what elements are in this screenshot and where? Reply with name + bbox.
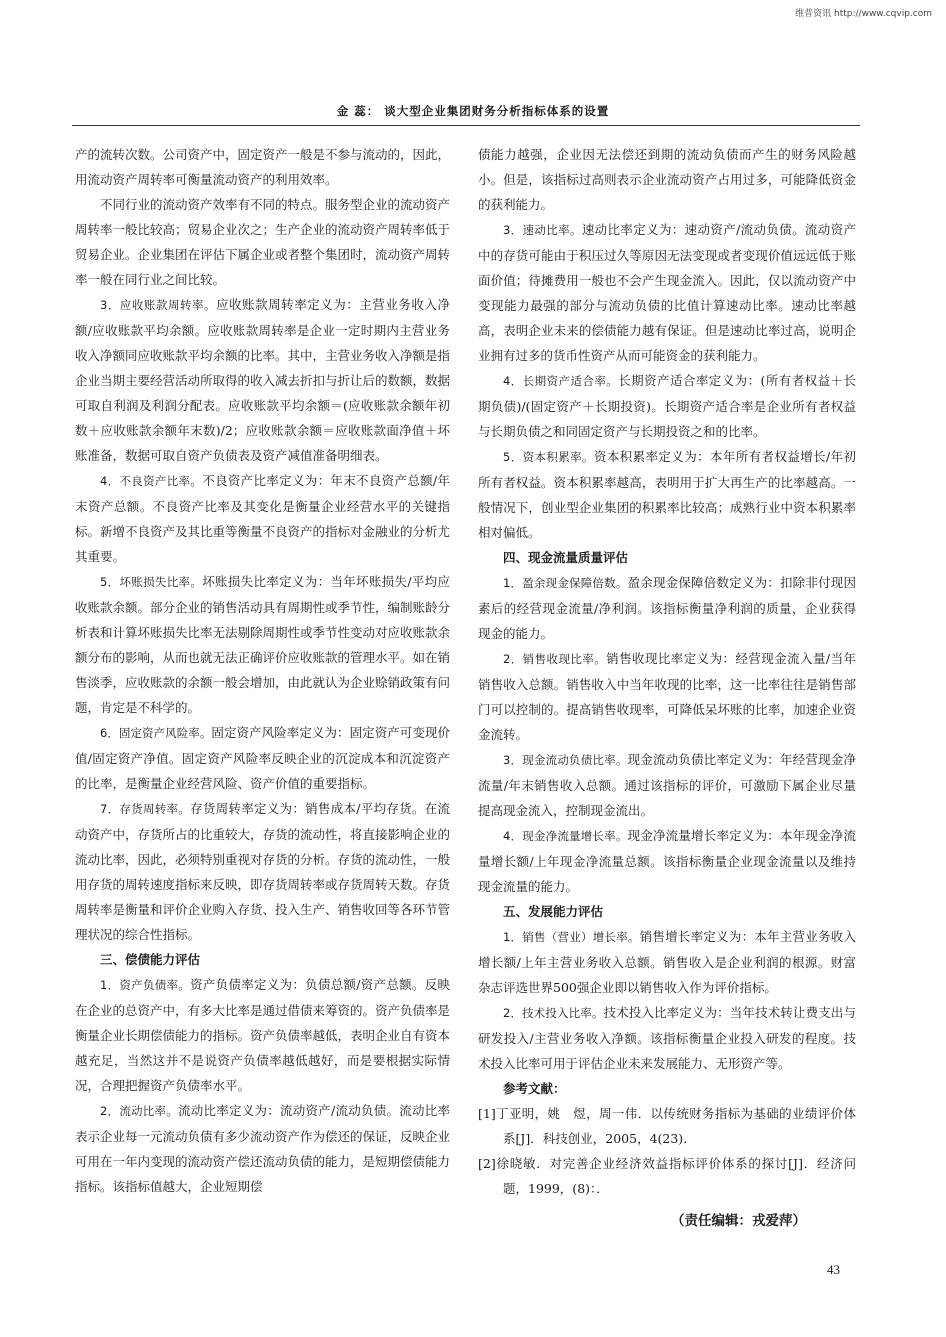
indicator-term: 5．资本积累率。 xyxy=(503,450,594,464)
paragraph xyxy=(75,720,450,796)
reference-item: [2]徐晓敏．对完善企业经济效益指标评价体系的探讨[J]．经济问题，1999，(8)：． xyxy=(478,1156,856,1196)
indicator-term: 3．应收账款周转率。 xyxy=(100,298,217,312)
indicator-term: 4．长期资产适合率。 xyxy=(503,374,619,388)
paragraph xyxy=(478,368,856,444)
paragraph xyxy=(75,142,450,192)
paragraph xyxy=(478,1000,856,1076)
watermark-text: 维普资讯 http://www.cqvip.com xyxy=(795,9,932,19)
paragraph-text: 流动比率定义为：流动资产/流动负债。流动比率表示企业每一元流动负债有多少流动资产作为偿还的保证，反映企业可用在一年内变现的流动资产偿还流动负债的能力，是短期偿债能力指标。该指标值越大，企业短期偿 xyxy=(75,1103,451,1194)
paragraph-text: 存货周转率定义为：销售成本/平均存货。在流动资产中，存货所占的比重较大，存货的流动性，将直接影响企业的流动比率，因此，必须特别重视对存货的分析。存货的流动性，一般用存货的周转速度指标来反映，即存货周转率或存货周转天数。存货周转率是衡量和评价企业购入存货、投入生产、销售收回等各环节管理状况的综合性指标。 xyxy=(75,801,451,942)
indicator-term: 4．现金净流量增长率。 xyxy=(503,829,628,843)
indicator-term: 3．速动比率。 xyxy=(503,223,582,237)
indicator-term: 7．存货周转率。 xyxy=(100,802,191,816)
paragraph-text: 速动比率定义为：速动资产/流动负债。流动资产中的存货可能由于积压过久等原因无法变现或者变现价值远远低于账面价值；待摊费用一般也不会产生现金流入。因此，仅以流动资产中变现能力最强的部分与流动负债的比值计算速动比率。速动比率越高，表明企业未来的偿债能力越有保证。但是速动比率过高，说明企业拥有过多的货币性资产从而可能资金的获利能力。 xyxy=(478,222,856,363)
page-number: 43 xyxy=(827,1262,840,1277)
indicator-term: 4．不良资产比率。 xyxy=(100,474,203,488)
paragraph-text: 资产负债率定义为：负债总额/资产总额。反映在企业的总资产中，有多大比率是通过借债来筹资的。资产负债率是衡量企业长期偿债能力的指标。资产负债率越低，表明企业自有资本越充足，当然这并不是说资产负债率越低越好，而是要根据实际情况，合理把握资产负债率水平。 xyxy=(75,977,451,1093)
paragraph xyxy=(478,217,856,368)
indicator-term: 5．坏账损失比率。 xyxy=(100,575,203,589)
paragraph xyxy=(478,142,856,217)
paragraph xyxy=(478,444,856,545)
paragraph-text: 不同行业的流动资产效率有不同的特点。服务型企业的流动资产周转率一般比较高；贸易企业次之；生产企业的流动资产周转率低于贸易企业。企业集团在评估下属企业或者整个集团时，流动资产周转率一般在同行业之间比较。 xyxy=(75,197,451,287)
paragraph xyxy=(478,747,856,823)
indicator-term: 1．盈余现金保障倍数。 xyxy=(503,576,628,590)
indicator-term: 2．技术投入比率。 xyxy=(503,1006,604,1020)
indicator-term: 2．流动比率。 xyxy=(100,1104,179,1118)
paragraph xyxy=(75,192,450,292)
indicator-term: 1．资产负债率。 xyxy=(100,978,191,992)
paragraph xyxy=(478,570,856,646)
paragraph xyxy=(75,569,450,720)
paragraph-text: 不良资产比率定义为：年末不良资产总额/年末资产总额。不良资产比率及其变化是衡量企业经营水平的关键指标。新增不良资产及其比重等衡量不良资产的指标对金融业的分析尤其重要。 xyxy=(75,473,451,564)
paragraph-text: 销售增长率定义为：本年主营业务收入增长额/上年主营业务收入总额。销售收入是企业利润的根源。财富杂志评选世界500强企业即以销售收入作为评价指标。 xyxy=(478,929,856,995)
paragraph-text: 长期资产适合率定义为：(所有者权益＋长期负债)/(固定资产＋长期投资)。长期资产适合率是企业所有者权益与长期负债之和同固定资产与长期投资之和的比率。 xyxy=(478,373,856,439)
paragraph xyxy=(75,468,450,569)
paragraph-text: 销售收现比率定义为：经营现金流入量/当年销售收入总额。销售收入中当年收现的比率，这一比率往往是销售部门可以控制的。提高销售收现率，可降低呆坏账的比率，加速企业资金流转。 xyxy=(478,651,856,742)
header-rule xyxy=(72,125,860,126)
paragraph xyxy=(75,972,450,1098)
paragraph-text: 资本积累率定义为：本年所有者权益增长/年初所有者权益。资本积累率越高，表明用于扩大再生产的比率越高。一般情况下，创业型企业集团的积累率比较高；成熟行业中资本积累率相对偏低。 xyxy=(478,449,856,540)
reference-item: [1]丁亚明，姚 煜，周一伟．以传统财务指标为基础的业绩评价体系[J]．科技创业，2005，4(23)． xyxy=(478,1106,856,1146)
right-column xyxy=(478,142,856,1234)
paragraph-text: 盈余现金保障倍数定义为：扣除非付现因素后的经营现金流量/净利润。该指标衡量净利润的质量，企业获得现金的能力。 xyxy=(478,575,856,641)
running-header: 金 蕊： 谈大型企业集团财务分析指标体系的设置 xyxy=(336,104,610,118)
indicator-term: 2．销售收现比率。 xyxy=(503,652,607,666)
paragraph xyxy=(75,796,450,947)
paragraph-text: 坏账损失比率定义为：当年坏账损失/平均应收账款余额。部分企业的销售活动具有周期性或季节性，编制账龄分析表和计算坏账损失比率无法剔除周期性或季节性变动对应收账款余额分布的影响，从而也就无法正确评价应收账款的管理水平。如在销售淡季，应收账款的余额一般会增加，由此就认为企业赊销政策有问题，肯定是不科学的。 xyxy=(75,574,451,715)
paragraph-text: 产的流转次数。公司资产中，固定资产一般是不参与流动的，因此，用流动资产周转率可衡量流动资产的利用效率。 xyxy=(75,147,451,187)
indicator-term: 6．固定资产风险率。 xyxy=(100,726,212,740)
paragraph xyxy=(478,924,856,1000)
references-heading: 参考文献： xyxy=(503,1081,566,1096)
left-column xyxy=(75,142,450,1199)
paragraph-text: 债能力越强，企业因无法偿还到期的流动负债而产生的财务风险越小。但是，该指标过高则表示企业流动资产占用过多，可能降低资金的获利能力。 xyxy=(478,147,856,212)
paragraph-text: 固定资产风险率定义为：固定资产可变现价值/固定资产净值。固定资产风险率反映企业的沉淀成本和沉淀资产的比率，是衡量企业经营风险、资产价值的重要指标。 xyxy=(75,725,450,791)
paragraph xyxy=(478,823,856,899)
editor-note: （责任编辑：戎爱萍） xyxy=(671,1213,806,1229)
paragraph xyxy=(478,646,856,747)
paragraph xyxy=(75,292,450,468)
section-heading: 三、偿债能力评估 xyxy=(100,952,201,967)
paragraph-text: 技术投入比率定义为：当年技术转让费支出与研发投入/主营业务收入净额。该指标衡量企业投入研发的程度。技术投入比率可用于评估企业未来发展能力、无形资产等。 xyxy=(478,1005,856,1071)
paragraph-text: 应收账款周转率定义为：主营业务收入净额/应收账款平均余额。应收账款周转率是企业一定时期内主营业务收入净额同应收账款平均余额的比率。其中，主营业务收入净额是指企业当期主要经营活动所取得的收入减去折扣与折让后的数额，数据可取自利润及利润分配表。应收账款平均余额＝(应收账款余额年初数＋应收账款余额年末数)/2；应收账款余额＝应收账款面净值＋坏账准备，数据可取自资产负债表及资产减值准备明细表。 xyxy=(75,297,451,463)
section-heading: 四、现金流量质量评估 xyxy=(503,550,629,565)
paragraph-text: 现金净流量增长率定义为：本年现金净流量增长额/上年现金净流量总额。该指标衡量企业现金流量以及维持现金流量的能力。 xyxy=(478,828,856,894)
paragraph xyxy=(75,1098,450,1199)
paragraph-text: 现金流动负债比率定义为：年经营现金净流量/年末销售收入总额。通过该指标的评价，可激励下属企业尽量提高现金流入，控制现金流出。 xyxy=(478,752,856,818)
indicator-term: 1．销售（营业）增长率。 xyxy=(503,930,640,944)
section-heading: 五、发展能力评估 xyxy=(503,904,604,919)
indicator-term: 3．现金流动负债比率。 xyxy=(503,753,628,767)
